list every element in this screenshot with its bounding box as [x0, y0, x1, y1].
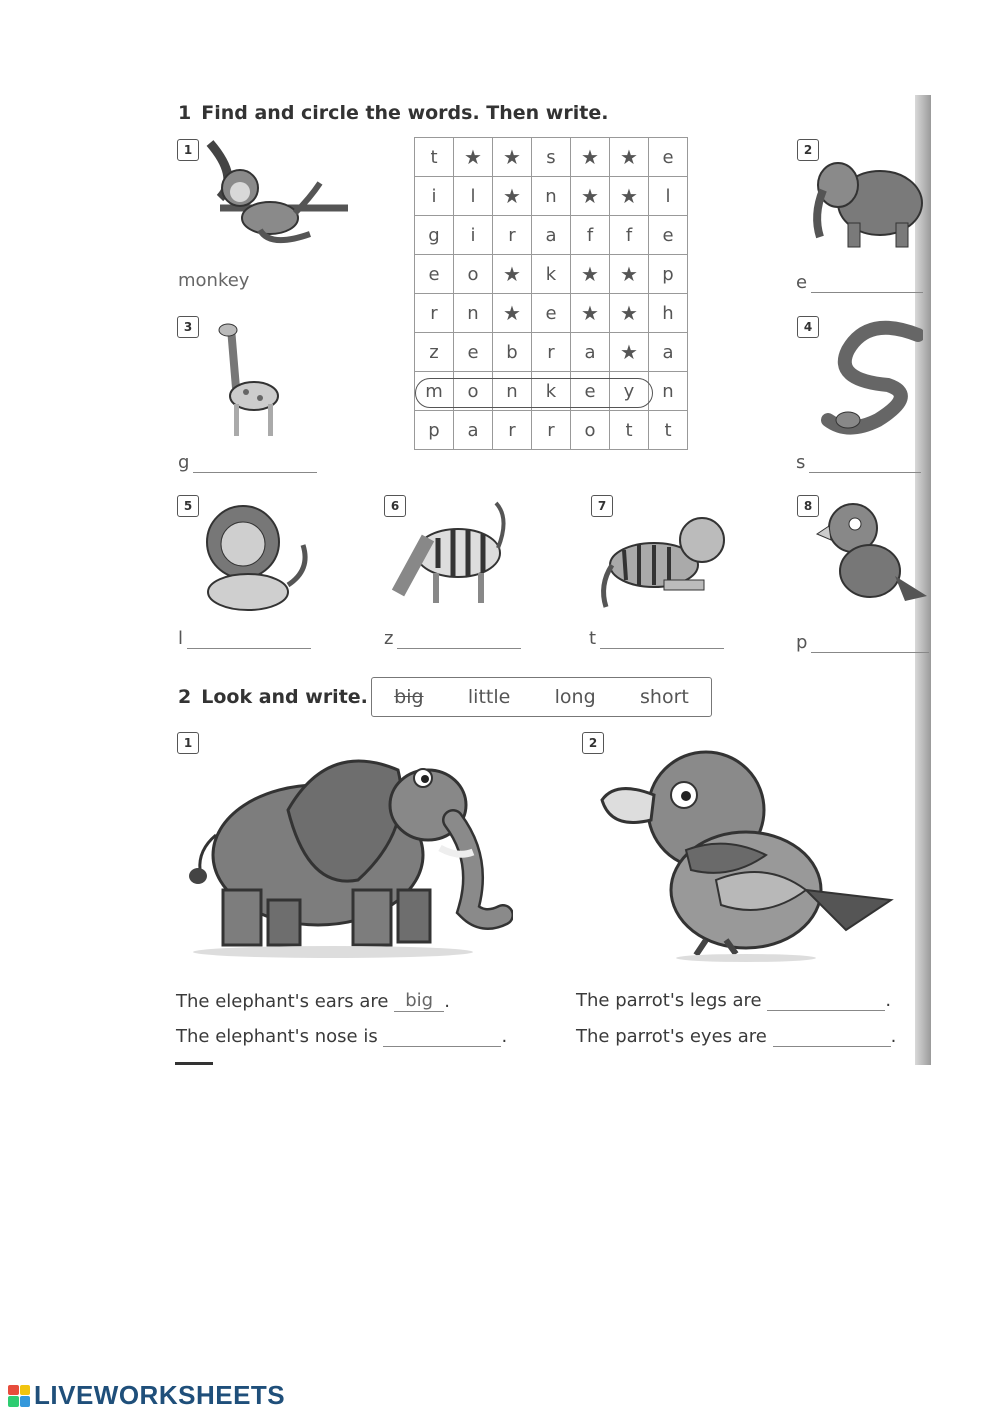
- item-4-number: 4: [797, 316, 819, 338]
- ex2-sentence-4: The parrot's eyes are .: [576, 1026, 897, 1047]
- grid-letter-cell[interactable]: e: [649, 138, 688, 177]
- item-2-line[interactable]: [811, 292, 923, 293]
- grid-star-cell[interactable]: ★: [571, 255, 610, 294]
- grid-letter-cell[interactable]: n: [454, 294, 493, 333]
- ex2-sentence-2: The elephant's nose is .: [176, 1026, 508, 1047]
- grid-letter-cell[interactable]: r: [532, 411, 571, 450]
- item-4-answer: [796, 452, 921, 473]
- item-8-answer: [796, 632, 929, 653]
- item-2-answer: [796, 272, 923, 293]
- item-3-line[interactable]: [193, 472, 317, 473]
- item-7-prefix: t: [589, 628, 597, 649]
- grid-letter-cell[interactable]: r: [415, 294, 454, 333]
- grid-letter-cell[interactable]: r: [493, 216, 532, 255]
- tiger-picture: [594, 505, 734, 610]
- exercise-2-heading: [178, 686, 368, 708]
- grid-row: [415, 294, 688, 333]
- grid-letter-cell[interactable]: e: [415, 255, 454, 294]
- grid-letter-cell[interactable]: p: [649, 255, 688, 294]
- item-5-answer: [178, 628, 311, 649]
- grid-letter-cell[interactable]: l: [649, 177, 688, 216]
- item-7-line[interactable]: [600, 648, 724, 649]
- item-5-prefix: l: [178, 628, 184, 649]
- item-8-line[interactable]: [811, 652, 929, 653]
- grid-letter-cell[interactable]: h: [649, 294, 688, 333]
- word-little: little: [467, 686, 511, 708]
- exercise-2-title: Look and write.: [201, 686, 368, 708]
- page-underbar: [175, 1062, 213, 1065]
- grid-letter-cell[interactable]: f: [610, 216, 649, 255]
- grid-letter-cell[interactable]: a: [454, 411, 493, 450]
- word-big: big: [394, 686, 424, 708]
- item-4-line[interactable]: [809, 472, 921, 473]
- parrot-picture: [596, 740, 896, 965]
- grid-letter-cell[interactable]: e: [532, 294, 571, 333]
- grid-letter-cell[interactable]: n: [493, 372, 532, 411]
- grid-letter-cell[interactable]: r: [532, 333, 571, 372]
- grid-letter-cell[interactable]: a: [649, 333, 688, 372]
- elephant-picture: [178, 740, 513, 965]
- grid-letter-cell[interactable]: e: [571, 372, 610, 411]
- grid-letter-cell[interactable]: a: [532, 216, 571, 255]
- monkey-picture: [200, 138, 350, 248]
- item-6-number: 6: [384, 495, 406, 517]
- grid-star-cell[interactable]: ★: [493, 255, 532, 294]
- parrot-small-picture: [815, 496, 927, 611]
- grid-letter-cell[interactable]: y: [610, 372, 649, 411]
- item-3-answer: [178, 452, 317, 473]
- lion-picture: [193, 500, 318, 615]
- grid-row: [415, 333, 688, 372]
- ex2-sentence-1: The elephant's ears are big .: [176, 990, 450, 1012]
- grid-letter-cell[interactable]: k: [532, 372, 571, 411]
- giraffe-picture: [206, 318, 296, 440]
- grid-letter-cell[interactable]: o: [454, 255, 493, 294]
- grid-star-cell[interactable]: ★: [610, 333, 649, 372]
- grid-letter-cell[interactable]: g: [415, 216, 454, 255]
- item-2-number: 2: [797, 139, 819, 161]
- grid-letter-cell[interactable]: o: [454, 372, 493, 411]
- ex2-item-1-number: 1: [177, 732, 199, 754]
- item-3-number: 3: [177, 316, 199, 338]
- grid-letter-cell[interactable]: t: [649, 411, 688, 450]
- grid-letter-cell[interactable]: r: [493, 411, 532, 450]
- grid-letter-cell[interactable]: i: [454, 216, 493, 255]
- grid-letter-cell[interactable]: i: [415, 177, 454, 216]
- grid-letter-cell[interactable]: e: [454, 333, 493, 372]
- item-8-number: 8: [797, 495, 819, 517]
- word-short: short: [640, 686, 689, 708]
- item-2-prefix: e: [796, 272, 808, 293]
- grid-star-cell[interactable]: ★: [571, 177, 610, 216]
- grid-letter-cell[interactable]: n: [649, 372, 688, 411]
- zebra-picture: [378, 498, 516, 610]
- grid-letter-cell[interactable]: k: [532, 255, 571, 294]
- item-5-line[interactable]: [187, 648, 311, 649]
- grid-letter-cell[interactable]: e: [649, 216, 688, 255]
- grid-row: [415, 138, 688, 177]
- item-6-answer: [384, 628, 521, 649]
- ex2-blank-4[interactable]: [773, 1046, 891, 1047]
- grid-row: [415, 216, 688, 255]
- item-8-prefix: p: [796, 632, 808, 653]
- grid-letter-cell[interactable]: f: [571, 216, 610, 255]
- grid-row: [415, 255, 688, 294]
- grid-star-cell[interactable]: ★: [493, 138, 532, 177]
- item-6-prefix: z: [384, 628, 394, 649]
- grid-letter-cell[interactable]: z: [415, 333, 454, 372]
- item-1-number: 1: [177, 139, 199, 161]
- item-7-number: 7: [591, 495, 613, 517]
- item-4-prefix: s: [796, 452, 806, 473]
- grid-star-cell[interactable]: ★: [493, 294, 532, 333]
- ex2-blank-1[interactable]: big: [394, 990, 444, 1012]
- item-6-line[interactable]: [397, 648, 521, 649]
- word-long: long: [554, 686, 596, 708]
- item-7-answer: [589, 628, 724, 649]
- brand-name: LIVEWORKSHEETS: [34, 1380, 286, 1410]
- grid-star-cell[interactable]: ★: [610, 294, 649, 333]
- grid-letter-cell[interactable]: l: [454, 177, 493, 216]
- grid-letter-cell[interactable]: m: [415, 372, 454, 411]
- snake-picture: [808, 320, 923, 442]
- grid-star-cell[interactable]: ★: [493, 177, 532, 216]
- grid-star-cell[interactable]: ★: [610, 138, 649, 177]
- grid-star-cell[interactable]: ★: [571, 294, 610, 333]
- grid-letter-cell[interactable]: n: [532, 177, 571, 216]
- grid-letter-cell[interactable]: t: [610, 411, 649, 450]
- ex2-blank-3[interactable]: [767, 1010, 885, 1011]
- grid-star-cell[interactable]: ★: [571, 138, 610, 177]
- grid-letter-cell[interactable]: a: [571, 333, 610, 372]
- ex2-item-2-number: 2: [582, 732, 604, 754]
- ex2-blank-2[interactable]: [383, 1046, 501, 1047]
- grid-letter-cell[interactable]: p: [415, 411, 454, 450]
- exercise-1-title: Find and circle the words. Then write.: [201, 102, 609, 124]
- grid-letter-cell[interactable]: o: [571, 411, 610, 450]
- grid-letter-cell[interactable]: b: [493, 333, 532, 372]
- exercise-1-heading: [178, 102, 608, 124]
- elephant-small-picture: [808, 145, 926, 250]
- liveworksheets-logo: [8, 1380, 285, 1411]
- grid-letter-cell[interactable]: t: [415, 138, 454, 177]
- grid-letter-cell[interactable]: s: [532, 138, 571, 177]
- grid-row: [415, 177, 688, 216]
- brand-grid-icon: [8, 1385, 30, 1407]
- grid-star-cell[interactable]: ★: [610, 177, 649, 216]
- word-bank: [371, 677, 712, 717]
- item-5-number: 5: [177, 495, 199, 517]
- grid-star-cell[interactable]: ★: [610, 255, 649, 294]
- item-1-answer: monkey: [178, 270, 250, 291]
- grid-star-cell[interactable]: ★: [454, 138, 493, 177]
- item-3-prefix: g: [178, 452, 190, 473]
- exercise-2-number: 2: [178, 686, 192, 708]
- monkey-circle: [415, 378, 653, 408]
- grid-row: [415, 411, 688, 450]
- exercise-1-number: 1: [178, 102, 192, 124]
- ex2-sentence-3: The parrot's legs are .: [576, 990, 892, 1011]
